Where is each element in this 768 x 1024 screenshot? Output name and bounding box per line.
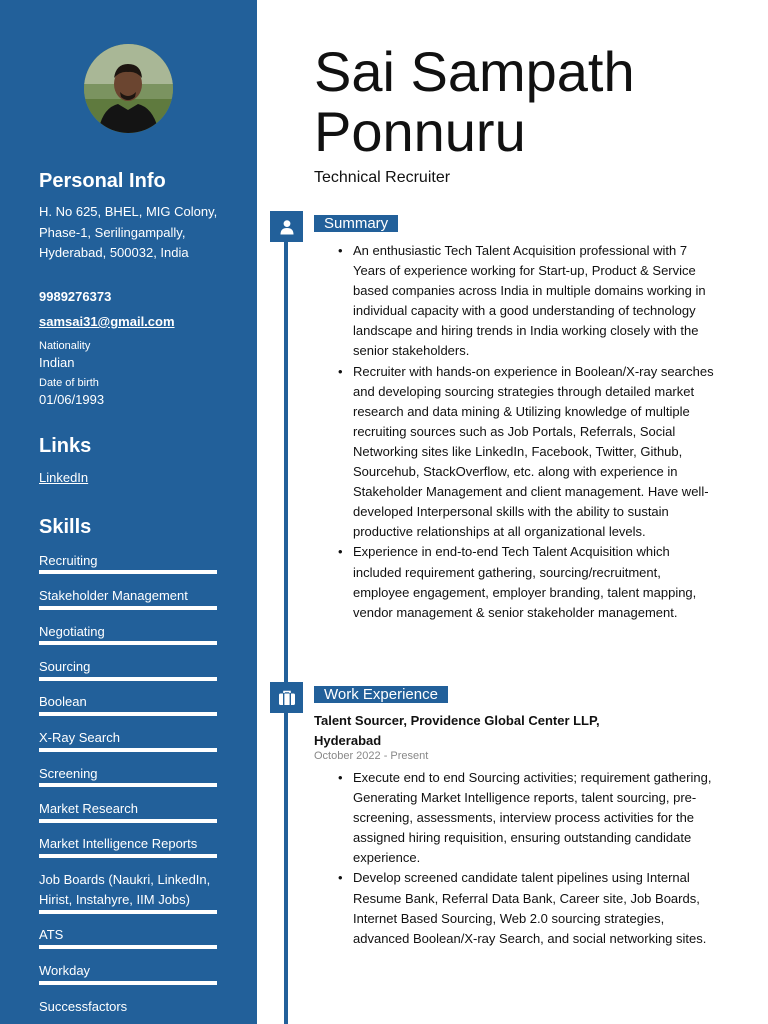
skill-bar <box>39 945 217 949</box>
skill-bar <box>39 606 217 610</box>
dob-value: 01/06/1993 <box>39 392 105 407</box>
skill-bar <box>39 570 217 574</box>
skill-item: Sourcing <box>39 659 91 674</box>
job-bullet-list <box>353 768 718 949</box>
sidebar <box>0 0 257 1024</box>
skill-item: Job Boards (Naukri, LinkedIn, Hirist, Instahyre, IIM Jobs) <box>39 872 211 907</box>
skill-bar <box>39 819 217 823</box>
summary-heading: Summary <box>314 215 398 232</box>
skill-item: Negotiating <box>39 624 105 639</box>
skill-item: Screening <box>39 766 98 781</box>
phone-text: 9989276373 <box>39 289 112 304</box>
skill-bar <box>39 981 217 985</box>
skill-bar <box>39 641 217 645</box>
summary-bullet: • Experience in end-to-end Tech Talent Acquisition which included requirement gathering, sourcing/recruitment, employee engagement, employer branding, talent mapping, vendor management & senior stakeholder management. <box>353 542 718 622</box>
summary-bullet: • An enthusiastic Tech Talent Acquisition professional with 7 Years of experience working for Start-up, Product & Service based companies across India in multiple domains working in individual capacity with a good understanding of technology landscape and hiring trends in India working closely with the senior stakeholders. <box>353 241 718 362</box>
skills-heading: Skills <box>39 516 92 538</box>
address-text: H. No 625, BHEL, MIG Colony, Phase-1, Serilingampally, Hyderabad, 500032, India <box>39 204 218 260</box>
skill-bar <box>39 910 217 914</box>
skill-item: X-Ray Search <box>39 730 120 745</box>
skill-bar <box>39 712 217 716</box>
skill-item: ATS <box>39 927 64 942</box>
timeline-line <box>284 228 288 1024</box>
skill-item: Stakeholder Management <box>39 588 188 603</box>
nationality-value: Indian <box>39 355 75 370</box>
skill-item: Successfactors <box>39 999 128 1014</box>
job-bullet: • Execute end to end Sourcing activities; requirement gathering, Generating Market Intelligence reports, talent sourcing, pre-screening, assessments, interview process activities for the assigned hiring requisition, ensuring outstanding candidate experience. <box>353 768 718 868</box>
summary-list <box>353 241 718 623</box>
email-link[interactable]: samsai31@gmail.com <box>39 314 175 329</box>
skill-bar <box>39 677 217 681</box>
experience-heading: Work Experience <box>314 686 448 703</box>
skill-item: Market Research <box>39 801 138 816</box>
skill-item: Workday <box>39 963 91 978</box>
personal-info-heading: Personal Info <box>39 170 166 192</box>
nationality-label: Nationality <box>39 340 91 352</box>
briefcase-icon <box>270 682 303 713</box>
profile-photo <box>84 44 173 133</box>
profile-photo-image <box>84 44 173 133</box>
dob-label: Date of birth <box>39 377 99 389</box>
job-bullet: • Develop screened candidate talent pipelines using Internal Resume Bank, Referral Data Bank, Career site, Job Boards, Internet Based Sourcing, Web 2.0 sourcing strategies, advanced Boolean/X-ray Search, and social networking sites. <box>353 868 718 948</box>
skill-item: Market Intelligence Reports <box>39 836 198 851</box>
skill-bar <box>39 783 217 787</box>
skill-item: Boolean <box>39 694 87 709</box>
summary-bullet: • Recruiter with hands-on experience in Boolean/X-ray searches and developing sourcing strategies through detailed market research and data mining & Utilizing knowledge of multiple recruiting sources such as Job Portals, Referrals, Social Networking sites like LinkedIn, Facebook, Twitter, Github, Sourcehub, StackOverflow, etc. along with experience in Stakeholder Management and client management. Have well-developed Interpersonal skills with the ability to sustain productive relationships at all organizational levels. <box>353 362 718 543</box>
linkedin-link[interactable]: LinkedIn <box>39 470 89 485</box>
skill-bar <box>39 854 217 858</box>
job-title: Talent Sourcer, Providence Global Center LLP, Hyderabad <box>314 713 600 748</box>
links-heading: Links <box>39 435 92 457</box>
job-date: October 2022 - Present <box>314 750 429 762</box>
skill-item: Recruiting <box>39 553 98 568</box>
candidate-role: Technical Recruiter <box>314 169 451 186</box>
skill-bar <box>39 748 217 752</box>
candidate-name: Sai Sampath Ponnuru <box>314 40 635 163</box>
person-icon <box>270 211 303 242</box>
